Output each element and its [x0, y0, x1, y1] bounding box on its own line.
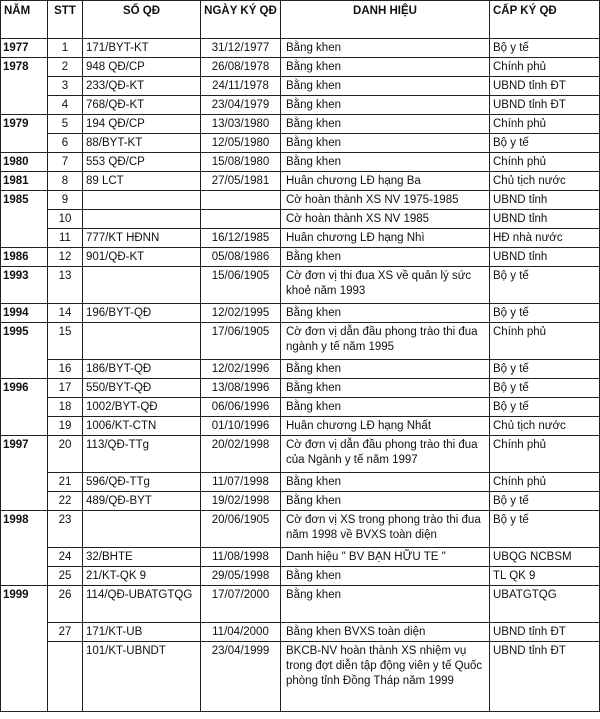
table-cell-danh-hieu: Bằng khen	[281, 398, 490, 417]
table-cell-ngay-ky: 17/07/2000	[201, 586, 281, 623]
table-cell-ngay-ky: 29/05/1998	[201, 567, 281, 586]
table-cell-cap-ky: Chính phủ	[490, 323, 600, 360]
table-cell-danh-hieu: Cờ hoàn thành XS NV 1985	[281, 210, 490, 229]
header-danh-hieu: DANH HIỆU	[281, 1, 490, 39]
table-row	[1, 511, 600, 548]
table-cell-stt: 2	[48, 58, 83, 77]
header-cap-ky: CẤP KÝ QĐ	[490, 1, 600, 39]
table-cell-danh-hieu: Bằng khen	[281, 567, 490, 586]
table-cell-cap-ky: Bộ y tế	[490, 379, 600, 398]
table-cell-cap-ky: UBND tỉnh ĐT	[490, 623, 600, 642]
table-cell-stt: 10	[48, 210, 83, 229]
table-cell-stt: 5	[48, 115, 83, 134]
table-cell-ngay-ky	[201, 210, 281, 229]
table-cell-cap-ky: Chính phủ	[490, 115, 600, 134]
table-cell-danh-hieu: Bằng khen	[281, 58, 490, 77]
table-row	[1, 267, 600, 304]
table-cell-danh-hieu: Bằng khen BVXS toàn diện	[281, 623, 490, 642]
table-cell-cap-ky: TL QK 9	[490, 567, 600, 586]
table-row	[1, 379, 600, 398]
table-cell-so-qd: 114/QĐ-UBATGTQG	[83, 586, 201, 623]
table-cell-stt: 9	[48, 191, 83, 210]
table-cell-ngay-ky	[201, 191, 281, 210]
table-cell-cap-ky: Bộ y tế	[490, 511, 600, 548]
table-cell-ngay-ky: 26/08/1978	[201, 58, 281, 77]
table-cell-danh-hieu: Cờ hoàn thành XS NV 1975-1985	[281, 191, 490, 210]
table-cell-so-qd: 171/BYT-KT	[83, 39, 201, 58]
table-cell-cap-ky: Chủ tịch nước	[490, 172, 600, 191]
table-row	[1, 58, 600, 77]
table-row	[1, 398, 600, 417]
table-row	[1, 39, 600, 58]
table-cell-cap-ky: Bộ y tế	[490, 267, 600, 304]
table-cell-stt: 13	[48, 267, 83, 304]
table-cell-so-qd: 196/BYT-QĐ	[83, 304, 201, 323]
table-cell-danh-hieu: Bằng khen	[281, 586, 490, 623]
table-cell-cap-ky: UBQG NCBSM	[490, 548, 600, 567]
table-cell-so-qd: 1006/KT-CTN	[83, 417, 201, 436]
table-cell-stt: 24	[48, 548, 83, 567]
table-cell-ngay-ky: 11/07/1998	[201, 473, 281, 492]
table-cell-danh-hieu: Cờ đơn vị thi đua XS về quản lý sức khoẻ năm 1993	[281, 267, 490, 304]
table-cell-danh-hieu: Bằng khen	[281, 115, 490, 134]
table-cell-cap-ky: Bộ y tế	[490, 398, 600, 417]
table-cell-ngay-ky: 13/03/1980	[201, 115, 281, 134]
table-cell-ngay-ky: 16/12/1985	[201, 229, 281, 248]
table-cell-stt: 8	[48, 172, 83, 191]
header-year: NĂM	[1, 1, 48, 39]
table-cell-so-qd	[83, 267, 201, 304]
header-so-qd: SỐ QĐ	[83, 1, 201, 39]
table-row	[1, 360, 600, 379]
table-cell-ngay-ky: 23/04/1979	[201, 96, 281, 115]
table-body	[1, 39, 600, 712]
table-cell-so-qd: 113/QĐ-TTg	[83, 436, 201, 473]
table-row	[1, 623, 600, 642]
table-cell-ngay-ky: 06/06/1996	[201, 398, 281, 417]
table-cell-so-qd: 32/BHTE	[83, 548, 201, 567]
table-cell-ngay-ky: 17/06/1905	[201, 323, 281, 360]
table-cell-year: 1979	[1, 115, 48, 153]
table-cell-stt: 20	[48, 436, 83, 473]
table-cell-year: 1986	[1, 248, 48, 267]
table-cell-stt: 14	[48, 304, 83, 323]
table-cell-danh-hieu: Bằng khen	[281, 96, 490, 115]
table-cell-stt	[48, 642, 83, 712]
table-cell-stt: 3	[48, 77, 83, 96]
table-cell-year: 1999	[1, 586, 48, 712]
table-cell-stt: 1	[48, 39, 83, 58]
table-cell-so-qd	[83, 323, 201, 360]
table-cell-danh-hieu: Cờ đơn vị dẫn đầu phong trào thi đua của Ngành y tế năm 1997	[281, 436, 490, 473]
table-row	[1, 153, 600, 172]
table-cell-year: 1994	[1, 304, 48, 323]
table-cell-year: 1977	[1, 39, 48, 58]
table-cell-danh-hieu: Huân chương LĐ hạng Nhất	[281, 417, 490, 436]
header-ngay-ky: NGÀY KÝ QĐ	[201, 1, 281, 39]
table-row	[1, 586, 600, 623]
table-cell-year: 1980	[1, 153, 48, 172]
table-cell-ngay-ky: 11/08/1998	[201, 548, 281, 567]
table-cell-danh-hieu: Cờ đơn vị XS trong phong trào thi đua năm 1998 về BVXS toàn diện	[281, 511, 490, 548]
table-cell-cap-ky: UBND tỉnh	[490, 210, 600, 229]
table-cell-danh-hieu: Bằng khen	[281, 473, 490, 492]
table-row	[1, 77, 600, 96]
table-cell-so-qd: 171/KT-UB	[83, 623, 201, 642]
table-cell-cap-ky: UBND tỉnh	[490, 248, 600, 267]
table-cell-danh-hieu: Huân chương LĐ hạng Ba	[281, 172, 490, 191]
table-cell-stt: 23	[48, 511, 83, 548]
table-cell-stt: 21	[48, 473, 83, 492]
table-cell-ngay-ky: 20/02/1998	[201, 436, 281, 473]
table-cell-danh-hieu: Cờ đơn vị dẫn đầu phong trào thi đua ngành y tế năm 1995	[281, 323, 490, 360]
table-cell-stt: 17	[48, 379, 83, 398]
table-cell-cap-ky: UBND tỉnh ĐT	[490, 96, 600, 115]
table-cell-ngay-ky: 01/10/1996	[201, 417, 281, 436]
table-cell-stt: 7	[48, 153, 83, 172]
table-cell-danh-hieu: BKCB-NV hoàn thành XS nhiệm vụ trong đợt diễn tập động viên y tế Quốc phòng tỉnh Đồng Tháp năm 1999	[281, 642, 490, 712]
table-cell-ngay-ky: 05/08/1986	[201, 248, 281, 267]
table-cell-stt: 4	[48, 96, 83, 115]
table-cell-cap-ky: Chính phủ	[490, 473, 600, 492]
table-cell-stt: 15	[48, 323, 83, 360]
table-row	[1, 191, 600, 210]
table-cell-so-qd: 101/KT-UBNDT	[83, 642, 201, 712]
table-row	[1, 134, 600, 153]
table-cell-cap-ky: Bộ y tế	[490, 39, 600, 58]
table-cell-year: 1993	[1, 267, 48, 304]
table-cell-stt: 12	[48, 248, 83, 267]
table-cell-so-qd: 89 LCT	[83, 172, 201, 191]
table-cell-so-qd: 88/BYT-KT	[83, 134, 201, 153]
table-cell-stt: 6	[48, 134, 83, 153]
table-cell-ngay-ky: 31/12/1977	[201, 39, 281, 58]
table-cell-so-qd	[83, 191, 201, 210]
table-cell-cap-ky: UBND tỉnh	[490, 191, 600, 210]
table-cell-stt: 19	[48, 417, 83, 436]
table-cell-ngay-ky: 24/11/1978	[201, 77, 281, 96]
table-cell-cap-ky: Bộ y tế	[490, 360, 600, 379]
table-row	[1, 642, 600, 712]
table-row	[1, 210, 600, 229]
table-cell-danh-hieu: Bằng khen	[281, 304, 490, 323]
table-row	[1, 172, 600, 191]
table-cell-cap-ky: UBND tỉnh ĐT	[490, 77, 600, 96]
header-row	[1, 1, 600, 39]
table-cell-stt: 16	[48, 360, 83, 379]
table-cell-year: 1997	[1, 436, 48, 511]
table-cell-stt: 22	[48, 492, 83, 511]
table-cell-ngay-ky: 15/08/1980	[201, 153, 281, 172]
table-cell-ngay-ky: 12/02/1996	[201, 360, 281, 379]
table-cell-so-qd: 233/QĐ-KT	[83, 77, 201, 96]
table-cell-danh-hieu: Bằng khen	[281, 39, 490, 58]
table-cell-so-qd: 1002/BYT-QĐ	[83, 398, 201, 417]
table-cell-so-qd: 777/KT HĐNN	[83, 229, 201, 248]
table-row	[1, 417, 600, 436]
table-cell-year: 1995	[1, 323, 48, 379]
table-cell-cap-ky: Bộ y tế	[490, 304, 600, 323]
table-row	[1, 492, 600, 511]
table-cell-ngay-ky: 11/04/2000	[201, 623, 281, 642]
table-row	[1, 115, 600, 134]
table-cell-so-qd: 194 QĐ/CP	[83, 115, 201, 134]
table-cell-cap-ky: Bộ y tế	[490, 492, 600, 511]
table-cell-stt: 27	[48, 623, 83, 642]
table-cell-danh-hieu: Bằng khen	[281, 492, 490, 511]
table-row	[1, 473, 600, 492]
table-row	[1, 304, 600, 323]
table-cell-ngay-ky: 19/02/1998	[201, 492, 281, 511]
table-cell-so-qd: 550/BYT-QĐ	[83, 379, 201, 398]
table-cell-cap-ky: Bộ y tế	[490, 134, 600, 153]
table-cell-so-qd: 901/QĐ-KT	[83, 248, 201, 267]
table-cell-ngay-ky: 23/04/1999	[201, 642, 281, 712]
table-cell-year: 1985	[1, 191, 48, 248]
table-cell-year: 1981	[1, 172, 48, 191]
table-cell-danh-hieu: Huân chương LĐ hạng Nhì	[281, 229, 490, 248]
table-row	[1, 323, 600, 360]
table-cell-stt: 26	[48, 586, 83, 623]
table-cell-danh-hieu: Bằng khen	[281, 379, 490, 398]
table-cell-ngay-ky: 13/08/1996	[201, 379, 281, 398]
table-cell-ngay-ky: 15/06/1905	[201, 267, 281, 304]
table-cell-so-qd: 596/QĐ-TTg	[83, 473, 201, 492]
table-cell-danh-hieu: Bằng khen	[281, 360, 490, 379]
table-cell-so-qd: 768/QĐ-KT	[83, 96, 201, 115]
table-cell-so-qd	[83, 511, 201, 548]
table-cell-danh-hieu: Bằng khen	[281, 153, 490, 172]
table-cell-cap-ky: Chủ tịch nước	[490, 417, 600, 436]
table-cell-so-qd: 553 QĐ/CP	[83, 153, 201, 172]
table-cell-ngay-ky: 12/05/1980	[201, 134, 281, 153]
table-cell-cap-ky: Chính phủ	[490, 153, 600, 172]
table-cell-danh-hieu: Bằng khen	[281, 134, 490, 153]
table-cell-danh-hieu: Bằng khen	[281, 248, 490, 267]
table-cell-cap-ky: Chính phủ	[490, 58, 600, 77]
table-cell-ngay-ky: 27/05/1981	[201, 172, 281, 191]
table-row	[1, 567, 600, 586]
table-cell-year: 1996	[1, 379, 48, 436]
table-row	[1, 229, 600, 248]
table-cell-so-qd	[83, 210, 201, 229]
table-row	[1, 436, 600, 473]
table-row	[1, 248, 600, 267]
table-cell-cap-ky: HĐ nhà nước	[490, 229, 600, 248]
table-cell-cap-ky: UBND tỉnh ĐT	[490, 642, 600, 712]
table-cell-so-qd: 186/BYT-QĐ	[83, 360, 201, 379]
table-cell-ngay-ky: 20/06/1905	[201, 511, 281, 548]
table-row	[1, 548, 600, 567]
table-cell-ngay-ky: 12/02/1995	[201, 304, 281, 323]
table-cell-stt: 25	[48, 567, 83, 586]
table-row	[1, 96, 600, 115]
table-cell-danh-hieu: Bằng khen	[281, 77, 490, 96]
table-cell-cap-ky: Chính phủ	[490, 436, 600, 473]
header-stt: STT	[48, 1, 83, 39]
table-cell-year: 1978	[1, 58, 48, 115]
table-cell-cap-ky: UBATGTQG	[490, 586, 600, 623]
table-cell-so-qd: 21/KT-QK 9	[83, 567, 201, 586]
table-cell-so-qd: 948 QĐ/CP	[83, 58, 201, 77]
table-cell-so-qd: 489/QĐ-BYT	[83, 492, 201, 511]
table-cell-stt: 18	[48, 398, 83, 417]
table-cell-year: 1998	[1, 511, 48, 586]
table-cell-stt: 11	[48, 229, 83, 248]
table-cell-danh-hieu: Danh hiệu " BV BẠN HỮU TE "	[281, 548, 490, 567]
